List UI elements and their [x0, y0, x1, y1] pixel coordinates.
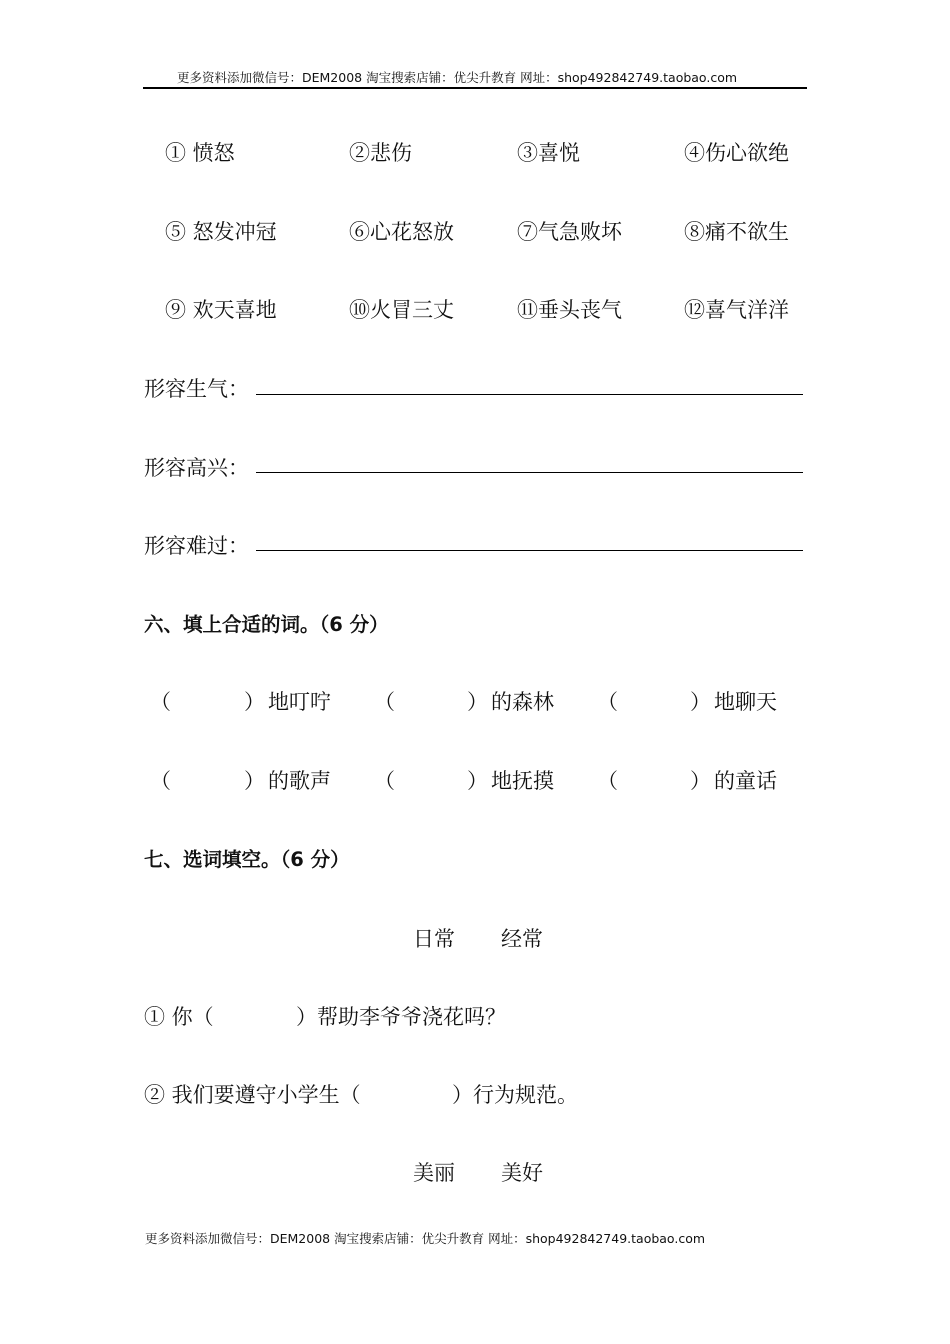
question-2-after: ）行为规范。 [452, 1083, 578, 1107]
idiom-1: ① 愤怒 [165, 141, 235, 165]
open-paren: （ [374, 769, 395, 793]
section-7-title: 七、选词填空。（6 分） [144, 848, 350, 871]
open-paren: （ [150, 690, 171, 714]
phrase: 地聊天 [714, 690, 777, 714]
close-paren: ） [244, 690, 265, 714]
category-angry-label: 形容生气： [144, 377, 249, 401]
close-paren: ） [467, 769, 488, 793]
close-paren: ） [467, 690, 488, 714]
idiom-7: ⑦气急败坏 [517, 220, 622, 244]
open-paren: （ [374, 690, 395, 714]
word-choice-4: 美好 [501, 1161, 543, 1185]
answer-line-angry[interactable] [256, 394, 803, 395]
idiom-5: ⑤ 怒发冲冠 [165, 220, 277, 244]
question-2-before: ② 我们要遵守小学生（ [144, 1083, 361, 1107]
idiom-9: ⑨ 欢天喜地 [165, 298, 277, 322]
word-choice-1: 日常 [413, 927, 455, 951]
idiom-2: ②悲伤 [349, 141, 412, 165]
header-divider [143, 87, 807, 89]
close-paren: ） [690, 769, 711, 793]
section-6-title: 六、填上合适的词。（6 分） [144, 613, 389, 636]
idiom-11: ⑪垂头丧气 [517, 298, 622, 322]
phrase: 的歌声 [268, 769, 331, 793]
footer-text: 更多资料添加微信号：DEM2008 淘宝搜索店铺：优尖升教育 网址：shop492842749.taobao.com [145, 1231, 706, 1246]
close-paren: ） [244, 769, 265, 793]
blank-slot[interactable] [622, 686, 688, 712]
header-text: 更多资料添加微信号：DEM2008 淘宝搜索店铺：优尖升教育 网址：shop492842749.taobao.com [177, 70, 738, 85]
blank-slot[interactable] [622, 765, 688, 791]
word-choice-3: 美丽 [413, 1161, 455, 1185]
word-choice-2: 经常 [501, 927, 543, 951]
idiom-10: ⑩火冒三丈 [349, 298, 454, 322]
open-paren: （ [150, 769, 171, 793]
phrase: 地叮咛 [268, 690, 331, 714]
phrase: 的童话 [714, 769, 777, 793]
question-1-after: ）帮助李爷爷浇花吗？ [296, 1005, 506, 1029]
blank-slot[interactable] [399, 765, 465, 791]
idiom-3: ③喜悦 [517, 141, 580, 165]
question-2-blank[interactable] [374, 1079, 448, 1105]
category-sad-label: 形容难过： [144, 534, 249, 558]
idiom-6: ⑥心花怒放 [349, 220, 454, 244]
open-paren: （ [597, 769, 618, 793]
phrase: 的森林 [491, 690, 554, 714]
blank-slot[interactable] [175, 765, 241, 791]
answer-line-happy[interactable] [256, 472, 803, 473]
blank-slot[interactable] [175, 686, 241, 712]
idiom-8: ⑧痛不欲生 [684, 220, 789, 244]
close-paren: ） [690, 690, 711, 714]
answer-line-sad[interactable] [256, 550, 803, 551]
blank-slot[interactable] [399, 686, 465, 712]
phrase: 地抚摸 [491, 769, 554, 793]
question-1-blank[interactable] [220, 1001, 290, 1027]
open-paren: （ [597, 690, 618, 714]
idiom-12: ⑫喜气洋洋 [684, 298, 789, 322]
category-happy-label: 形容高兴： [144, 456, 249, 480]
question-1-before: ① 你（ [144, 1005, 214, 1029]
idiom-4: ④伤心欲绝 [684, 141, 789, 165]
